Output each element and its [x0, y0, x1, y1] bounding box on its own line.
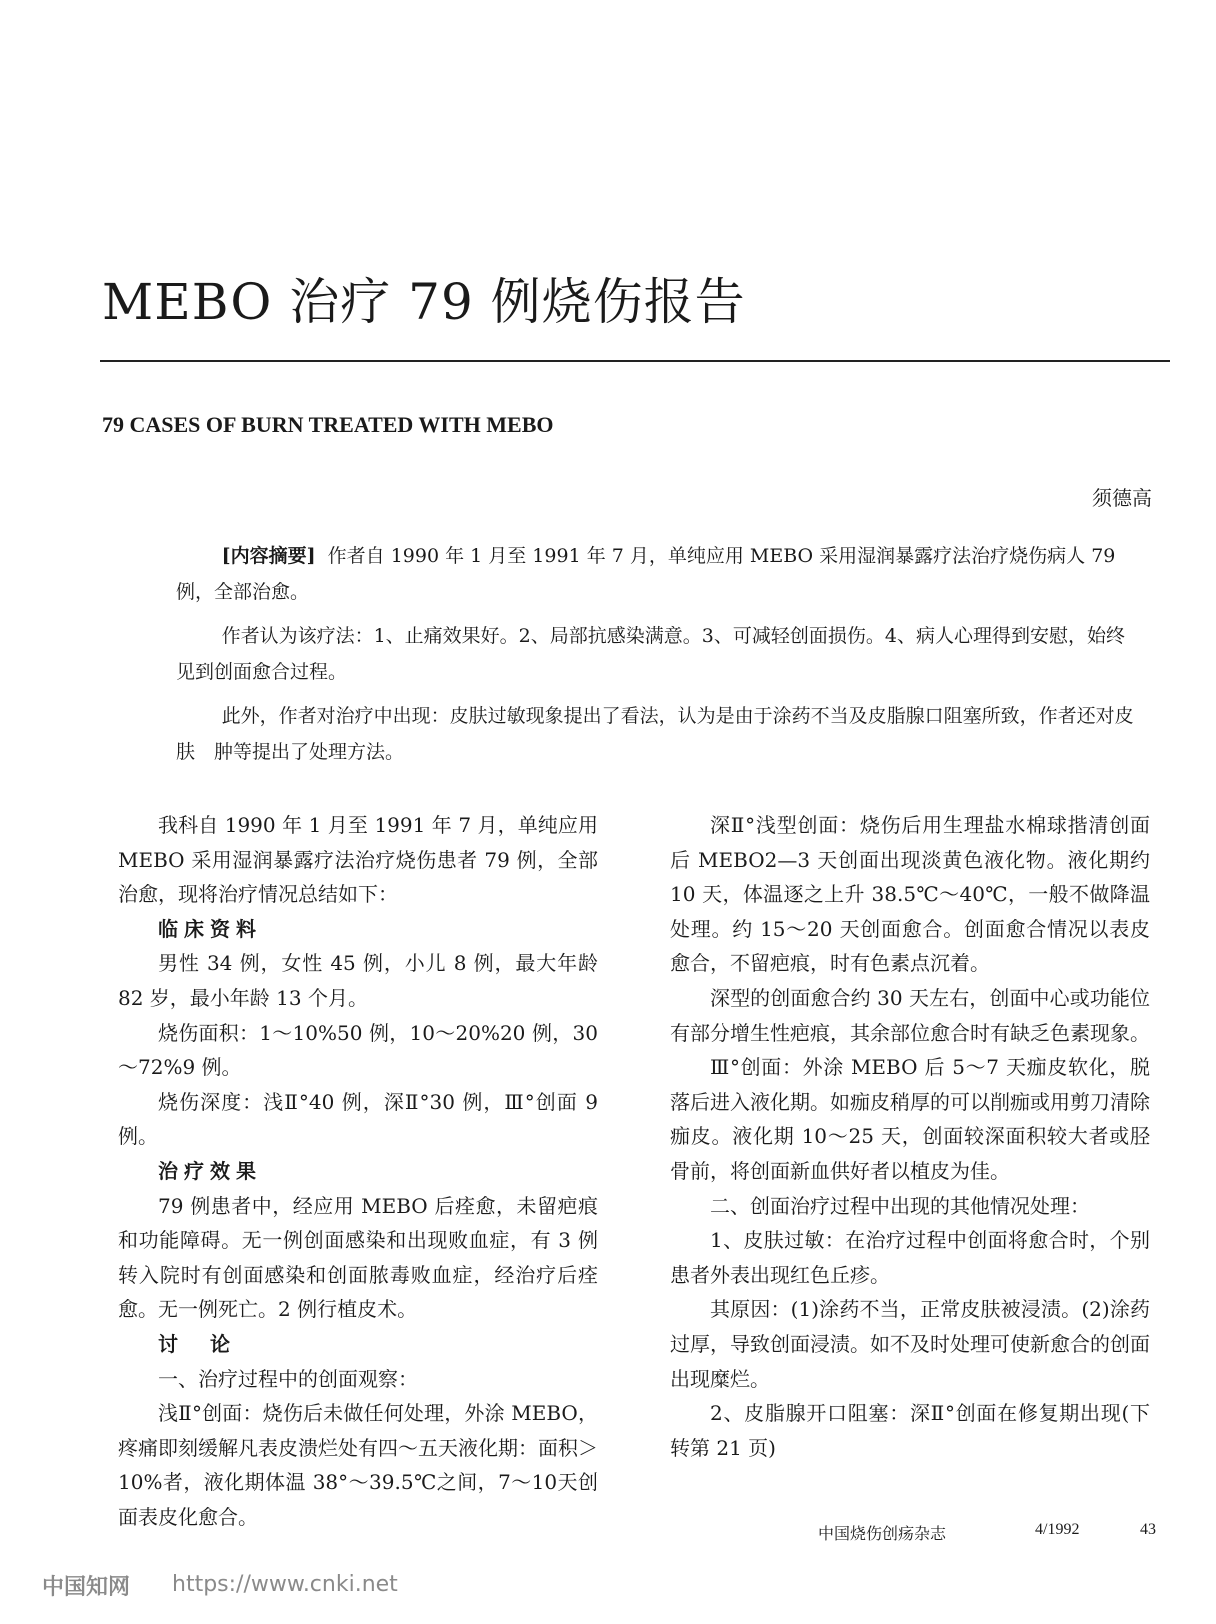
other-conditions-subheading: 二、创面治疗过程中出现的其他情况处理：: [710, 1193, 1090, 1218]
abstract-paragraph-2: 作者认为该疗法：1、止痛效果好。2、局部抗感染满意。3、可减轻创面损伤。4、病人心理得到安慰，始终见到创面愈合过程。: [176, 625, 1125, 683]
deep-shallow-wound-paragraph: 深Ⅱ°浅型创面：烧伤后用生理盐水棉球揩清创面后 MEBO2—3 天创面出现淡黄色液化物。液化期约 10 天，体温逐之上升 38.5℃～40℃，一般不做降温处理。约 15～20 天创面愈合。创面愈合情况以表皮愈合，不留疤痕，时有色素点沉着。: [670, 813, 1150, 976]
abstract-paragraph-1: [176, 538, 1136, 610]
footer-page-number: 43: [1140, 1521, 1156, 1538]
gland-paragraph: 2、皮脂腺开口阻塞：深Ⅱ°创面在修复期出现(下转第 21 页): [670, 1401, 1150, 1460]
effect-paragraph: 79 例患者中，经应用 MEBO 后痊愈，未留疤痕和功能障碍。无一例创面感染和出现败血症，有 3 例转入院时有创面感染和创面脓毒败血症，经治疗后痊愈。无一例死亡。2 例行植皮术。: [118, 1193, 598, 1322]
watermark-name: 中国知网: [42, 1575, 131, 1600]
third-degree-paragraph: Ⅲ°创面：外涂 MEBO 后 5～7 天痂皮软化，脱落后进入液化期。如痂皮稍厚的可以削痂或用剪刀清除痂皮。液化期 10～25 天，创面较深面积较大者或胫骨前，将创面新血供好者以植皮为佳。: [670, 1055, 1150, 1183]
burn-area-paragraph: 烧伤面积：1～10%50 例，10～20%20 例，30～72%9 例。: [118, 1020, 598, 1080]
intro-paragraph: 我科自 1990 年 1 月至 1991 年 7 月，单纯应用 MEBO 采用湿润暴露疗法治疗烧伤患者 79 例，全部治愈，现将治疗情况总结如下：: [118, 813, 598, 907]
allergy-paragraph: 1、皮肤过敏：在治疗过程中创面将愈合时，个别患者外表出现红色丘疹。: [670, 1228, 1150, 1287]
gender-age-paragraph: 男性 34 例，女性 45 例，小儿 8 例，最大年龄 82 岁，最小年龄 13 个月。: [118, 951, 598, 1010]
body-column-left: [118, 808, 598, 1534]
author-name: 须德高: [1092, 486, 1152, 510]
abstract-paragraph-3: 此外，作者对治疗中出现：皮肤过敏现象提出了看法，认为是由于涂药不当及皮脂腺口阻塞所致，作者还对皮肤 肿等提出了处理方法。: [176, 705, 1134, 763]
section-heading-discussion: 讨 论: [158, 1331, 236, 1356]
footer-journal-name: 中国烧伤创疡杂志: [818, 1524, 947, 1543]
section-heading-clinical: 临床资料: [158, 916, 262, 941]
watermark-url: https://www.cnki.net: [172, 1572, 398, 1597]
burn-depth-paragraph: 烧伤深度：浅Ⅱ°40 例，深Ⅱ°30 例，Ⅲ°创面 9 例。: [118, 1089, 598, 1149]
cause-paragraph: 其原因：(1)涂药不当，正常皮肤被浸渍。(2)涂药过厚，导致创面浸渍。如不及时处理可使新愈合的创面出现糜烂。: [670, 1297, 1150, 1391]
body-column-right: [670, 808, 1150, 1465]
abstract-label: [内容摘要]: [221, 545, 316, 567]
footer-issue: 4/1992: [1035, 1521, 1080, 1538]
observation-subheading: 一、治疗过程中的创面观察：: [158, 1366, 418, 1391]
deep-wound-paragraph: 深型的创面愈合约 30 天左右，创面中心或功能位有部分增生性疤痕，其余部位愈合时有缺乏色素现象。: [670, 985, 1150, 1045]
title-divider: [100, 360, 1170, 362]
abstract-text-1: 作者自 1990 年 1 月至 1991 年 7 月，单纯应用 MEBO 采用湿润暴露疗法治疗烧伤病人 79 例，全部治愈。: [176, 545, 1116, 603]
shallow-wound-paragraph: 浅Ⅱ°创面：烧伤后未做任何处理，外涂 MEBO，疼痛即刻缓解凡表皮溃烂处有四～五天液化期：面积＞10%者，液化期体温 38°～39.5℃之间，7～10天创面表皮化愈合。: [118, 1401, 598, 1529]
section-heading-effect: 治疗效果: [158, 1158, 262, 1183]
article-title: MEBO 治疗 79 例烧伤报告: [102, 273, 746, 331]
abstract-block: [176, 538, 1136, 778]
english-title: 79 CASES OF BURN TREATED WITH MEBO: [102, 412, 554, 437]
